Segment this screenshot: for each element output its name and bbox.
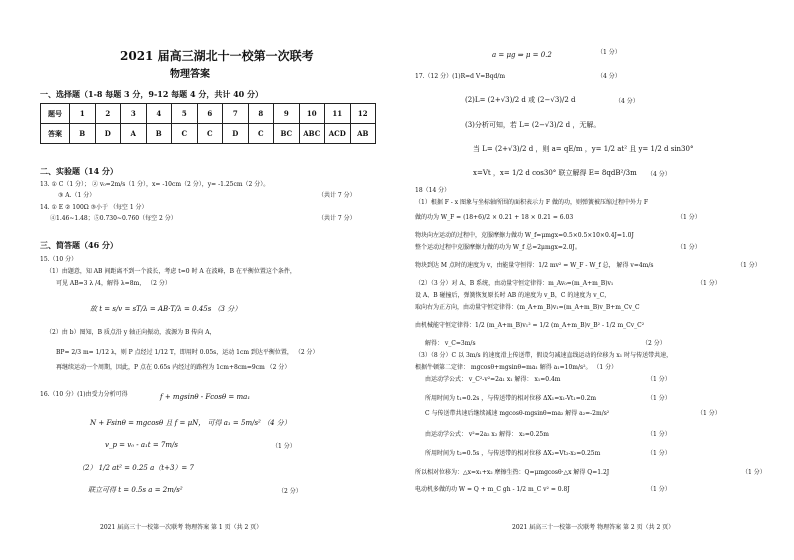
q17-heading: 17.（12 分）(1)R=d V=Bqd/m: [415, 73, 506, 80]
page-subtitle: 物理答案: [170, 69, 210, 80]
q15-line: BP= 2/3 m= 1/12 λ，则 P 点经过 1/12 T，即用时 0.05s，运动 1cm 到达平衡位置， （2 分）: [56, 349, 319, 356]
q15-line: 可见 AB=3 λ /4，解得 λ=8m， （2 分）: [56, 280, 171, 287]
q18-line: 由运动学公式： v_C²-v²=2a₁ x₁ 解得： x₁=0.4m: [425, 376, 561, 383]
q13-line: 13. ① C（1 分）； ② v₀=2m/s（1 分），x= -10cm（2 分），y= -1.25cm（2 分）。: [40, 181, 270, 188]
q16-formula: （2） 1/2 at² = 0.25 a（t+3）= 7: [78, 464, 194, 472]
q16-score: （1 分）: [272, 443, 296, 450]
q16-formula: N + Fsinθ = mgcosθ 且 f = μN， 可得 a₁ = 5m/s² （4 分）: [90, 419, 291, 427]
table-cell: 7: [223, 104, 249, 124]
table-row: [41, 124, 376, 144]
table-cell: 答案: [41, 124, 70, 144]
table-cell: 1: [70, 104, 96, 124]
table-cell: D: [95, 124, 121, 144]
page-title: 2021 届高三湖北十一校第一次联考: [120, 49, 314, 63]
q18-line: 由运动学公式： v²=2a₂ x₂ 解得： x₂=0.25m: [425, 431, 549, 438]
q17-line: 当 L= (2+√3)/2 d ，则 a= qE/m ，y= 1/2 at² 且 y= 1/2 d sin30°: [473, 145, 694, 153]
page-footer: 2021 届高三十一校第一次联考 物理答案 第 1 页（共 2 页）: [100, 524, 263, 531]
q18-line: 取向右为正方向，由动量守恒定律得：(m_A+m_B)v₁=(m_A+m_B)v_B+m_Cv_C: [415, 304, 640, 311]
table-cell: D: [223, 124, 249, 144]
q18-score: （1 分）: [737, 262, 761, 269]
page-footer: 2021 届高三十一校第一次联考 物理答案 第 2 页（共 2 页）: [512, 524, 675, 531]
table-cell: BC: [274, 124, 300, 144]
q18-score: （1 分）: [697, 410, 721, 417]
q17-score: （4 分）: [647, 171, 671, 178]
q18-line: 设 A、B 碰撞后，弹簧恢复原长时 AB 的速度为 v_B，C 的速度为 v_C，: [415, 292, 611, 299]
table-cell: 5: [172, 104, 198, 124]
q18-score: （1 分）: [742, 469, 766, 476]
q13-line: ③ A.（1 分）: [58, 192, 96, 199]
q17-score: （4 分）: [597, 73, 621, 80]
q15-formula: 故 t = s/v = sT/λ = AB·T/λ = 0.45s （3 分）: [90, 305, 242, 313]
q16-formula: 联立可得 t = 0.5s a = 2m/s²: [88, 486, 183, 494]
q16-score: （2 分）: [278, 488, 302, 495]
r-formula: a = μg ⇒ μ = 0.2: [492, 51, 552, 59]
q18-line: 所用时间为 t₁=0.2s ，与传送带的相对位移 ΔX₁=x₁-Vt₁=0.2m: [425, 395, 597, 402]
r-score: （1 分）: [597, 49, 621, 56]
q14-score: （共计 7 分）: [318, 215, 356, 222]
table-cell: 2: [95, 104, 121, 124]
table-cell: 10: [299, 104, 325, 124]
answer-table: [40, 103, 376, 144]
q16-formula: v_p = v₀ - a₁t = 7m/s: [105, 441, 178, 449]
q16-formula: f + mgsinθ - Fcosθ = ma₁: [160, 393, 251, 401]
q18-score: （1 分）: [647, 450, 671, 457]
q18-score: （1 分）: [697, 280, 721, 287]
q18-score: （1 分）: [647, 395, 671, 402]
q18-score: （1 分）: [677, 244, 701, 251]
q18-line: 根据牛顿第二定律： mgcosθ+mgsinθ=ma₁ 解得 a₁=10m/s²。 （1 分）: [415, 364, 618, 371]
table-cell: A: [121, 124, 147, 144]
table-cell: AB: [350, 124, 376, 144]
table-cell: 11: [325, 104, 351, 124]
section-answer-heading: 三、简答题（46 分）: [40, 240, 118, 250]
q18-line: （3）（8 分）C 以 3m/s 的速度滑上传送带，假设匀减速直线运动的位移为 x₁ 时与传送带共速，: [415, 352, 673, 359]
q18-line: C 与传送带共速后继续减速 mgcosθ-mgsinθ=ma₂ 解得 a₂=-2m/s²: [425, 410, 610, 417]
q18-line: 电动机多做的功 W = Q + m_C gh - 1/2 m_C v² = 0.8J: [415, 486, 570, 493]
q18-line: 做的功为 W_F = (18+6)/2 × 0.21 + 18 × 0.21 = 6.03: [415, 214, 574, 221]
q18-line: 解得： v_C=3m/s: [425, 340, 476, 347]
q18-line: 整个运动过程中克服摩擦力做的功为 W_f 总=2μmgx=2.0J。: [415, 244, 581, 251]
q18-line: 由机械能守恒定律得：1/2 (m_A+m_B)v₁² = 1/2 (m_A+m_B)v_B² - 1/2 m_Cv_C²: [415, 322, 645, 329]
table-cell: 12: [350, 104, 376, 124]
q18-line: （1）根据 F - x 图象与坐标轴所围的面积表示力 F 做的功，则弹簧被压缩过程中外力 F: [415, 199, 649, 206]
q18-line: 所以相对位移为：△x=x₁+x₂ 摩擦生热：Q=μmgcosθ·△x 解得 Q=1.2J: [415, 469, 610, 476]
table-cell: C: [197, 124, 223, 144]
q18-score: （2 分）: [642, 340, 666, 347]
table-cell: 4: [146, 104, 172, 124]
q18-score: （1 分）: [647, 431, 671, 438]
q15-line: （2）由 b）图知，B 质点沿 y 轴正向振动，波源为 B 传向 A，: [46, 329, 216, 336]
q18-heading: 18（14 分）: [415, 187, 451, 194]
table-cell: 3: [121, 104, 147, 124]
q18-line: 物块到达 M 点时的速度为 v，由能量守恒得：1/2 mv² = W_F - W_f 总， 解得 v=4m/s: [415, 262, 654, 269]
q14-line: ④1.46~1.48；⑤0.730~0.760（每空 2 分）: [50, 215, 177, 222]
q15-heading: 15.（10 分）: [40, 256, 78, 263]
q17-line: (3)分析可知，若 L= (2−√3)/2 d ，无解。: [465, 121, 601, 129]
table-row: [41, 104, 376, 124]
page-2: [397, 0, 794, 560]
q15-line: （1）由题意，知 AB 间距离不到一个波长，考虑 t=0 时 A 在波峰，B 在平衡位置这个条件，: [46, 268, 296, 275]
table-cell: 题号: [41, 104, 70, 124]
table-cell: ACD: [325, 124, 351, 144]
table-cell: C: [248, 124, 274, 144]
q17-score: （4 分）: [615, 98, 639, 105]
q17-line: (2)L= (2+√3)/2 d 或 (2−√3)/2 d: [465, 96, 576, 104]
q13-score: （共计 7 分）: [318, 192, 356, 199]
section-choice-heading: 一、选择题（1-8 每题 3 分，9-12 每题 4 分，共计 40 分）: [40, 89, 264, 99]
q18-score: （1 分）: [647, 376, 671, 383]
q15-line: 再继续运动一个周期，因此，P 点在 0.65s 内经过的路程为 1cm+8cm=9cm （2 分）: [56, 364, 291, 371]
q18-line: 物块向左运动的过程中，克服摩擦力做功 W_f=μmgx=0.5×0.5×10×0.4J=1.0J: [415, 232, 634, 239]
q18-line: 所用时间为 t₂=0.5s ，与传送带的相对位移 ΔX₂=Vt₂-x₂=0.25m: [425, 450, 601, 457]
q18-score: （1 分）: [647, 486, 671, 493]
table-cell: 9: [274, 104, 300, 124]
section-experiment-heading: 二、实验题（14 分）: [40, 166, 118, 176]
q14-line: 14. ① E ② 100Ω ③小于 （每空 1 分）: [40, 204, 148, 211]
table-cell: B: [70, 124, 96, 144]
q17-line: x=Vt ，x= 1/2 d cos30° 联立解得 E= 8qdB²/3m: [473, 169, 637, 177]
q18-score: （1 分）: [677, 214, 701, 221]
table-cell: ABC: [299, 124, 325, 144]
q16-heading: 16.（10 分）(1)由受力分析可得: [40, 391, 128, 398]
table-cell: 8: [248, 104, 274, 124]
table-cell: 6: [197, 104, 223, 124]
table-cell: B: [146, 124, 172, 144]
q18-line: （2）（3 分）对 A、B 系统，由动量守恒定律得：m_Av₀=(m_A+m_B)v₁: [415, 280, 614, 287]
table-cell: C: [172, 124, 198, 144]
